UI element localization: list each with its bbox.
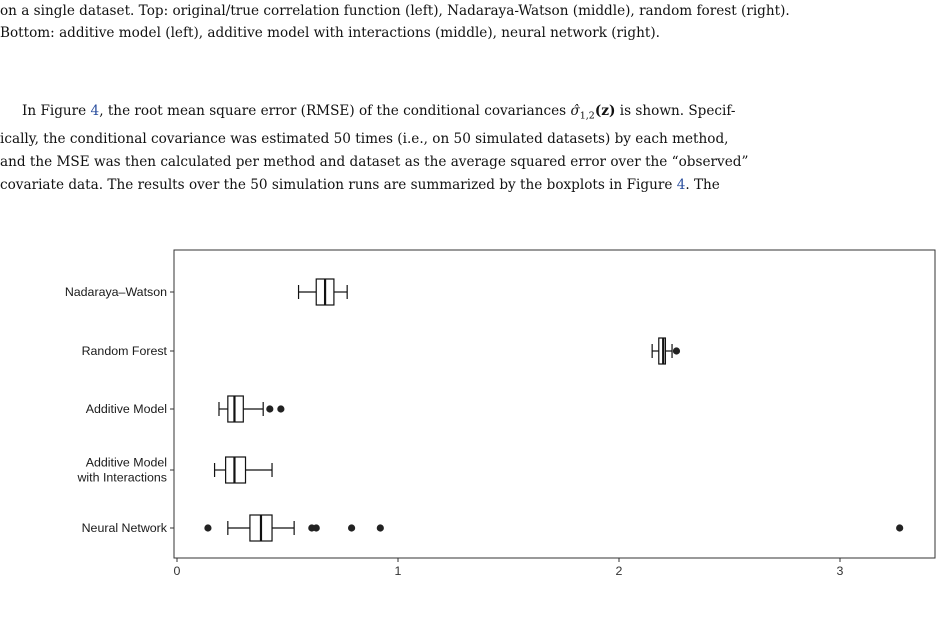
figure-4-link[interactable]: 4 (90, 103, 100, 119)
boxplot-series (204, 279, 903, 541)
interquartile-box (228, 396, 243, 422)
box-3 (215, 457, 272, 483)
box-4 (204, 515, 903, 541)
outlier-point (313, 524, 320, 531)
sigma-subscript: 1,2 (579, 110, 595, 122)
y-tick-label-line: Additive Model (85, 402, 167, 416)
text-run: In Figure (22, 103, 91, 119)
box-1 (652, 338, 680, 364)
y-tick-label-line: Neural Network (81, 521, 167, 535)
paragraph-line-4 (0, 174, 940, 197)
outlier-point (673, 347, 680, 354)
y-tick-label (65, 285, 167, 299)
y-tick-label-line: Additive Model (85, 455, 167, 470)
paragraph-line-1 (0, 100, 940, 128)
y-tick-label-line: Nadaraya–Watson (64, 285, 167, 299)
box-0 (299, 279, 348, 305)
x-axis (174, 558, 844, 578)
sigma-hat-symbol: σ̂ (570, 103, 580, 119)
x-tick-label: 3 (836, 564, 844, 578)
x-tick-label: 1 (394, 564, 402, 578)
body-paragraph (0, 100, 940, 196)
outlier-point (348, 524, 355, 531)
interquartile-box (659, 338, 666, 364)
y-axis-labels (65, 285, 174, 535)
figure-4-link[interactable]: 4 (676, 176, 686, 193)
rmse-boxplot-chart (0, 247, 947, 592)
box-2 (219, 396, 284, 422)
outlier-point (266, 405, 273, 412)
y-tick-label (86, 402, 167, 416)
sigma-argument: (z) (594, 103, 616, 119)
text-run: is shown. Specif- (615, 103, 736, 119)
paragraph-line-3: and the MSE was then calculated per method and dataset as the average squared error over the “observed” (0, 153, 749, 170)
outlier-point (277, 405, 284, 412)
text-run: covariate data. The results over the 50 simulation runs are summarized by the boxplots in Figure (0, 176, 677, 193)
text-run: . The (685, 176, 720, 193)
paragraph-line-2: ically, the conditional covariance was estimated 50 times (i.e., on 50 simulated datasets) by each method, (0, 131, 729, 148)
x-tick-label: 0 (173, 564, 181, 578)
figure-caption-tail (0, 0, 940, 44)
outlier-point (377, 524, 384, 531)
y-tick-label-line: Random Forest (81, 344, 167, 358)
caption-line-1: on a single dataset. Top: original/true correlation function (left), Nadaraya-Watson (middle), random forest (right). (0, 3, 790, 19)
x-tick-label: 2 (615, 564, 623, 578)
outlier-point (204, 524, 211, 531)
plot-panel-border (174, 250, 935, 558)
y-tick-label (76, 456, 167, 485)
text-run: , the root mean square error (RMSE) of the conditional covariances (99, 103, 571, 119)
y-tick-label (82, 521, 168, 535)
caption-line-2: Bottom: additive model (left), additive model with interactions (middle), neural network (right). (0, 25, 660, 41)
y-tick-label-line: with Interactions (77, 470, 167, 485)
y-tick-label (82, 344, 168, 358)
outlier-point (896, 524, 903, 531)
interquartile-box (226, 457, 246, 483)
